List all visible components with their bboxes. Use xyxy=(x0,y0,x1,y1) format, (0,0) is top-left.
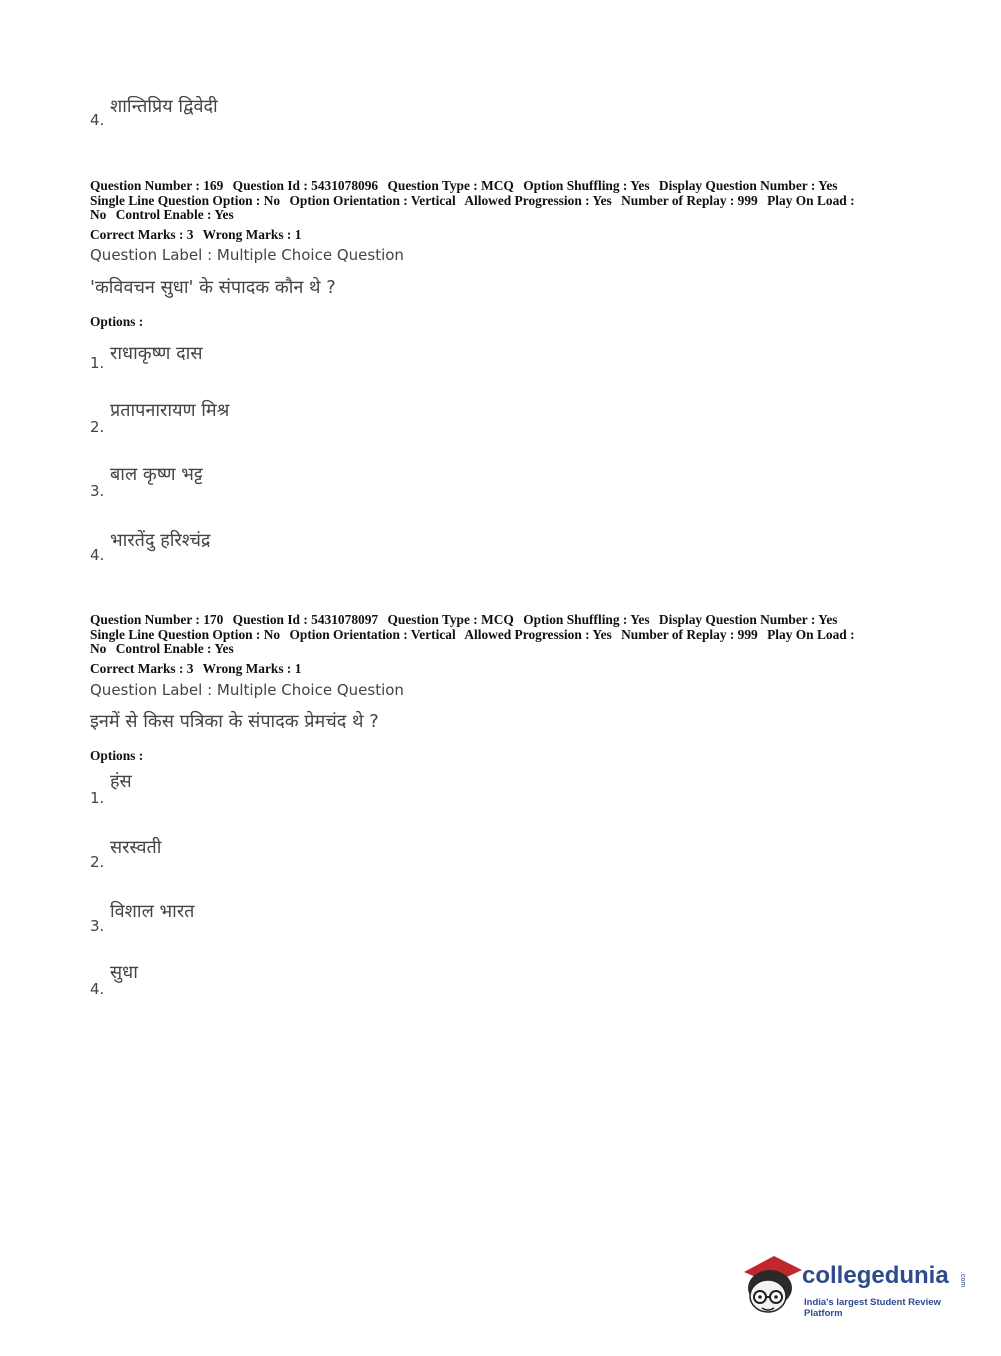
option-text: हंस xyxy=(110,771,132,792)
number-of-replay: Number of Replay : 999 xyxy=(621,192,758,208)
option-text: राधाकृष्ण दास xyxy=(110,343,203,364)
option-text: भारतेंदु हरिश्चंद्र xyxy=(110,530,211,551)
question-type: Question Type : MCQ xyxy=(387,178,514,193)
allowed-progression: Allowed Progression : Yes xyxy=(464,192,612,208)
question-id: Question Id : 5431078096 xyxy=(232,178,379,193)
option-number: 4. xyxy=(90,980,105,998)
question-number: Question Number : 170 xyxy=(90,612,224,627)
question-meta xyxy=(90,179,920,223)
question-text: इनमें से किस पत्रिका के संपादक प्रेमचंद थे ? xyxy=(90,711,379,732)
options-heading: Options : xyxy=(90,314,144,329)
marks-line xyxy=(90,227,307,243)
play-on-load-value: No xyxy=(90,641,107,656)
option-orientation: Option Orientation : Vertical xyxy=(289,192,456,208)
number-of-replay: Number of Replay : 999 xyxy=(621,626,758,642)
option-text: शान्तिप्रिय द्विवेदी xyxy=(110,96,218,117)
option-number: 1. xyxy=(90,354,105,372)
single-line-option: Single Line Question Option : No xyxy=(90,192,281,208)
marks-line xyxy=(90,661,307,677)
correct-marks: Correct Marks : 3 xyxy=(90,227,194,242)
logo-suffix: .com xyxy=(959,1272,966,1288)
logo-brand: collegedunia xyxy=(802,1262,949,1289)
question-label: Question Label : Multiple Choice Question xyxy=(90,246,404,264)
option-number: 1. xyxy=(90,789,105,807)
question-text: 'कविवचन सुधा' के संपादक कौन थे ? xyxy=(90,277,336,298)
option-text: प्रतापनारायण मिश्र xyxy=(110,400,230,421)
single-line-option: Single Line Question Option : No xyxy=(90,626,281,642)
display-question-number: Display Question Number : Yes xyxy=(658,178,838,193)
play-on-load-value: No xyxy=(90,207,107,222)
question-number: Question Number : 169 xyxy=(90,178,224,193)
options-heading: Options : xyxy=(90,748,144,763)
mascot-icon xyxy=(740,1250,804,1320)
option-text: बाल कृष्ण भट्ट xyxy=(110,464,203,485)
display-question-number: Display Question Number : Yes xyxy=(658,612,838,627)
option-text: सुधा xyxy=(110,962,138,983)
option-number: 3. xyxy=(90,482,105,500)
option-text: विशाल भारत xyxy=(110,901,195,922)
option-orientation: Option Orientation : Vertical xyxy=(289,626,456,642)
play-on-load: Play On Load : xyxy=(767,192,855,208)
allowed-progression: Allowed Progression : Yes xyxy=(464,626,612,642)
option-shuffling: Option Shuffling : Yes xyxy=(523,178,650,193)
option-shuffling: Option Shuffling : Yes xyxy=(523,612,650,627)
option-text: सरस्वती xyxy=(110,837,162,858)
question-id: Question Id : 5431078097 xyxy=(232,612,379,627)
question-type: Question Type : MCQ xyxy=(387,612,514,627)
question-meta xyxy=(90,613,920,657)
logo-tagline: India's largest Student Review Platform xyxy=(804,1297,941,1319)
option-number: 2. xyxy=(90,853,105,871)
option-number: 4. xyxy=(90,546,105,564)
wrong-marks: Wrong Marks : 1 xyxy=(202,661,302,676)
wrong-marks: Wrong Marks : 1 xyxy=(202,227,302,242)
question-label: Question Label : Multiple Choice Question xyxy=(90,681,404,699)
option-number: 3. xyxy=(90,917,105,935)
control-enable: Control Enable : Yes xyxy=(115,207,234,222)
collegedunia-logo[interactable] xyxy=(740,1250,970,1320)
play-on-load: Play On Load : xyxy=(767,626,855,642)
control-enable: Control Enable : Yes xyxy=(115,641,234,656)
option-number: 4. xyxy=(90,111,105,129)
option-number: 2. xyxy=(90,418,105,436)
correct-marks: Correct Marks : 3 xyxy=(90,661,194,676)
